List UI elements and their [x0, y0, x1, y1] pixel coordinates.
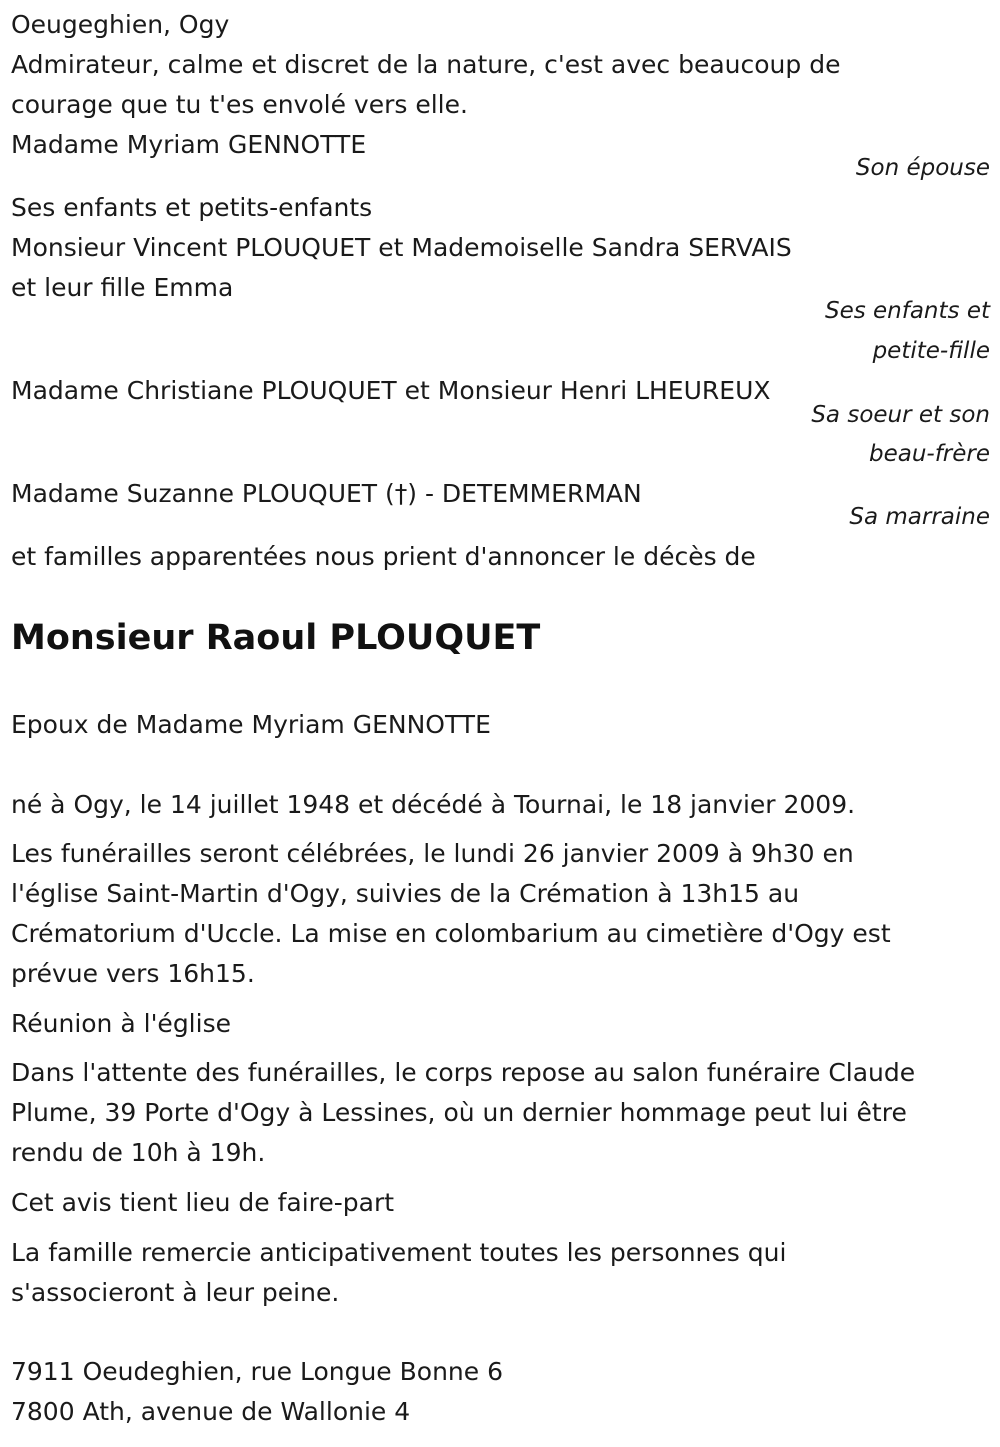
funeral-line-3: Crématorium d'Uccle. La mise en colombarium au cimetière d'Ogy est: [11, 919, 891, 948]
rest-line-3: rendu de 10h à 19h.: [11, 1138, 266, 1167]
godmother-role: Sa marraine: [849, 504, 990, 530]
address-line-2: 7800 Ath, avenue de Wallonie 4: [11, 1397, 411, 1426]
spouse-name: Madame Myriam GENNOTTE: [11, 130, 367, 159]
spouse-role: Son épouse: [855, 155, 990, 181]
spouse-of-line: Epoux de Madame Myriam GENNOTTE: [11, 710, 491, 739]
children-heading: Ses enfants et petits-enfants: [11, 193, 373, 222]
children-role-line-2: petite-fille: [872, 338, 990, 364]
thanks-line-1: La famille remercie anticipativement toutes les personnes qui: [11, 1238, 787, 1267]
epitaph-line-2: courage que tu t'es envolé vers elle.: [11, 90, 468, 119]
epitaph-line-1: Admirateur, calme et discret de la nature, c'est avec beaucoup de: [11, 50, 841, 79]
funeral-line-2: l'église Saint-Martin d'Ogy, suivies de la Crémation à 13h15 au: [11, 879, 800, 908]
sister-role-line-1: Sa soeur et son: [811, 402, 990, 428]
deceased-name: Monsieur Raoul PLOUQUET: [11, 618, 541, 658]
rest-line-2: Plume, 39 Porte d'Ogy à Lessines, où un dernier hommage peut lui être: [11, 1098, 907, 1127]
godmother-name: Madame Suzanne PLOUQUET (†) - DETEMMERMAN: [11, 479, 642, 508]
rest-line-1: Dans l'attente des funérailles, le corps repose au salon funéraire Claude: [11, 1058, 916, 1087]
children-line-1: Monsieur Vincent PLOUQUET et Mademoiselle Sandra SERVAIS: [11, 233, 792, 262]
meeting-line: Réunion à l'église: [11, 1009, 231, 1038]
birth-death-line: né à Ogy, le 14 juillet 1948 et décédé à Tournai, le 18 janvier 2009.: [11, 790, 856, 819]
address-line-1: 7911 Oeudeghien, rue Longue Bonne 6: [11, 1357, 503, 1386]
announcement-line: et familles apparentées nous prient d'annoncer le décès de: [11, 542, 756, 571]
thanks-line-2: s'associeront à leur peine.: [11, 1278, 340, 1307]
notice-line: Cet avis tient lieu de faire-part: [11, 1188, 395, 1217]
children-role-line-1: Ses enfants et: [824, 298, 990, 324]
children-line-2: et leur fille Emma: [11, 273, 234, 302]
funeral-line-1: Les funérailles seront célébrées, le lundi 26 janvier 2009 à 9h30 en: [11, 839, 854, 868]
sister-name: Madame Christiane PLOUQUET et Monsieur Henri LHEUREUX: [11, 376, 771, 405]
sister-role-line-2: beau-frère: [868, 441, 990, 467]
location-line: Oeugeghien, Ogy: [11, 10, 230, 39]
funeral-line-4: prévue vers 16h15.: [11, 959, 255, 988]
